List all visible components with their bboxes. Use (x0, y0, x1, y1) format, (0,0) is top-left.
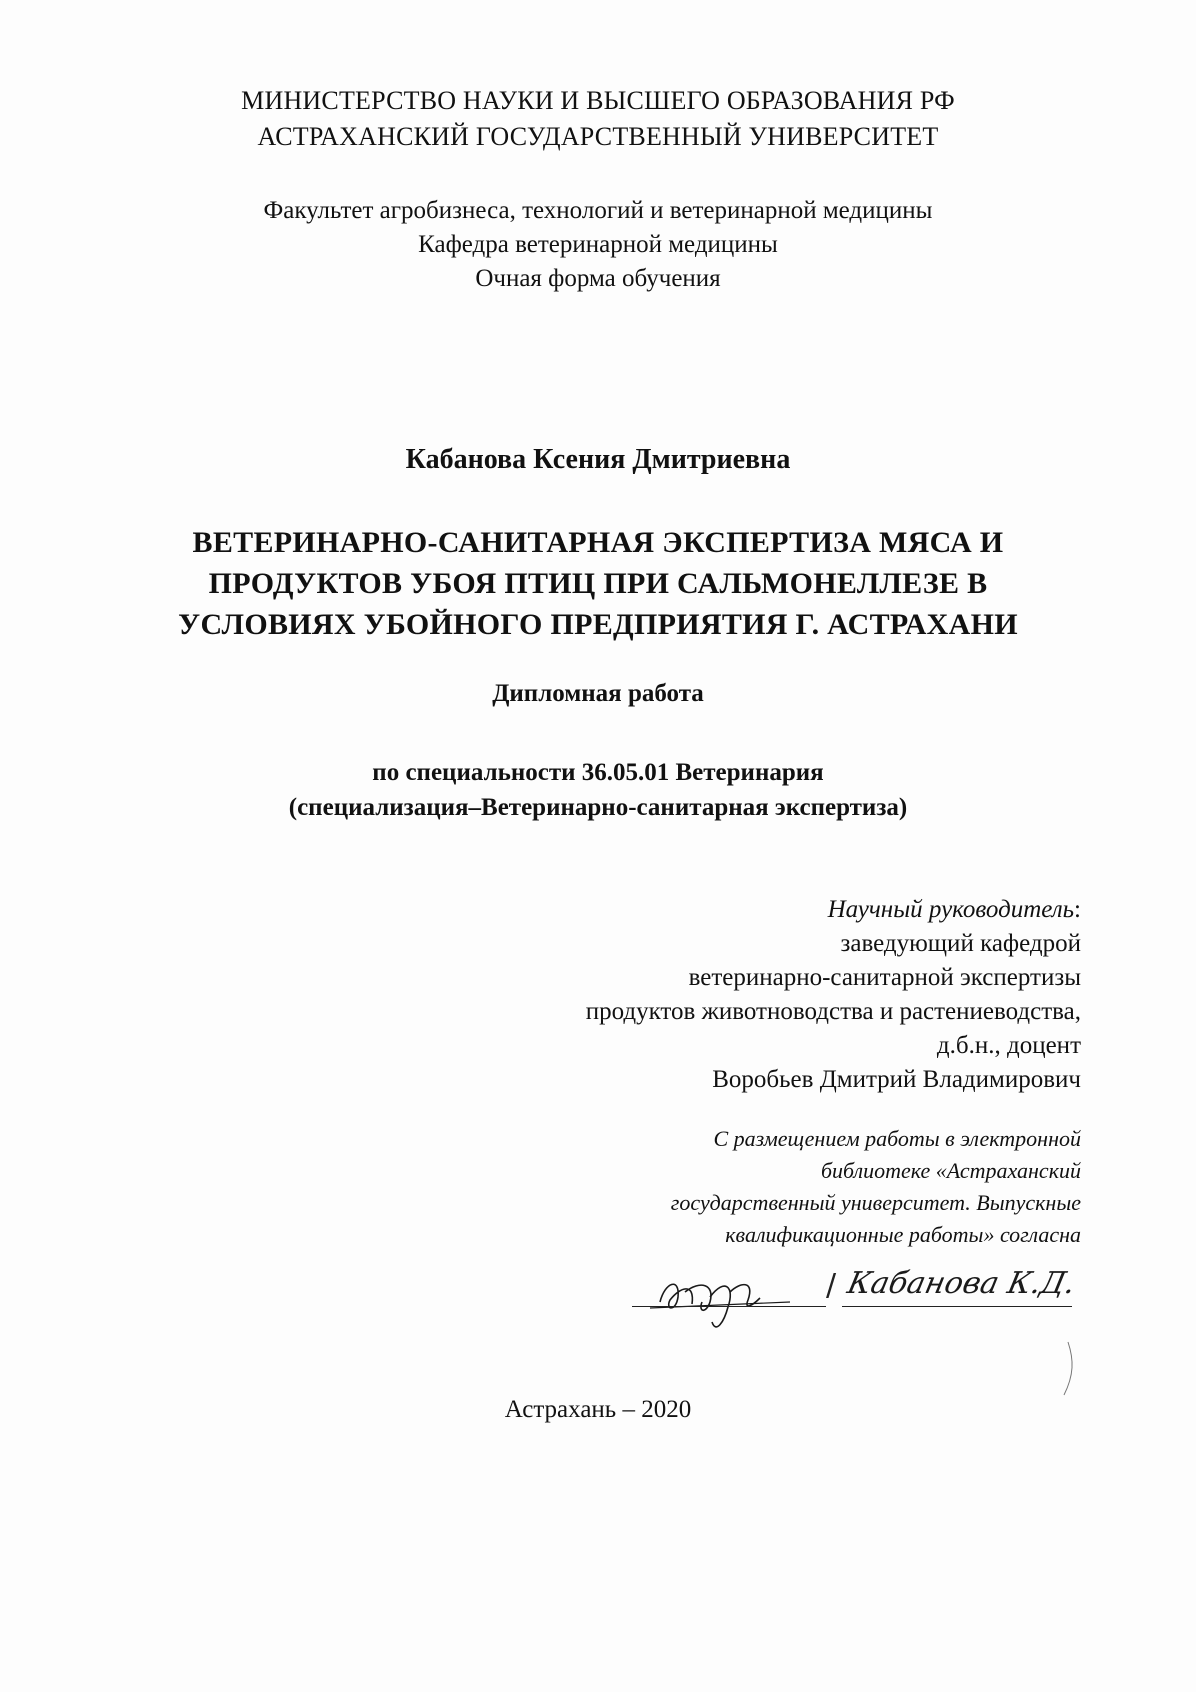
city-year: Астрахань – 2020 (504, 1396, 692, 1423)
supervisor-line-2: ветеринарно-санитарной экспертизы (688, 964, 1081, 991)
page-edge-mark (1060, 1340, 1080, 1400)
consent-line-4: квалификационные работы» согласна (725, 1222, 1081, 1247)
supervisor-line-4: д.б.н., доцент (936, 1032, 1081, 1059)
study-form-line: Очная форма обучения (475, 265, 721, 292)
supervisor-name: Воробьев Дмитрий Владимирович (712, 1066, 1081, 1093)
supervisor-label-colon: : (1074, 896, 1081, 923)
supervisor-line-1: заведующий кафедрой (840, 930, 1081, 957)
thesis-title-line-1: ВЕТЕРИНАРНО-САНИТАРНАЯ ЭКСПЕРТИЗА МЯСА И (192, 526, 1004, 559)
signature-name-handwritten: Кабанова К.Д. (844, 1266, 1079, 1301)
faculty-line: Факультет агробизнеса, технологий и ветеринарной медицины (263, 197, 933, 224)
supervisor-line-3: продуктов животноводства и растениеводства, (585, 998, 1081, 1025)
author-name: Кабанова Ксения Дмитриевна (405, 444, 791, 475)
ministry-line: МИНИСТЕРСТВО НАУКИ И ВЫСШЕГО ОБРАЗОВАНИЯ РФ (241, 86, 955, 115)
specialty-line-2: (специализация–Ветеринарно-санитарная экспертиза) (288, 794, 908, 821)
signature-line-left (632, 1306, 826, 1307)
supervisor-label-text: Научный руководитель (827, 896, 1075, 923)
handwritten-signature (640, 1262, 840, 1342)
thesis-title-line-2: ПРОДУКТОВ УБОЯ ПТИЦ ПРИ САЛЬМОНЕЛЛЕЗЕ В (208, 567, 988, 600)
consent-line-1: С размещением работы в электронной (713, 1126, 1081, 1151)
signature-line-right (842, 1306, 1072, 1307)
specialty-line-1: по специальности 36.05.01 Ветеринария (372, 759, 824, 786)
work-type: Дипломная работа (492, 680, 704, 707)
university-line: АСТРАХАНСКИЙ ГОСУДАРСТВЕННЫЙ УНИВЕРСИТЕТ (257, 122, 939, 151)
thesis-title-line-3: УСЛОВИЯХ УБОЙНОГО ПРЕДПРИЯТИЯ Г. АСТРАХАНИ (178, 608, 1018, 641)
signature-separator: / (826, 1268, 837, 1303)
consent-line-3: государственный университет. Выпускные (670, 1190, 1081, 1215)
supervisor-label (828, 896, 1081, 924)
consent-line-2: библиотеке «Астраханский (820, 1158, 1081, 1183)
department-line: Кафедра ветеринарной медицины (418, 231, 778, 258)
